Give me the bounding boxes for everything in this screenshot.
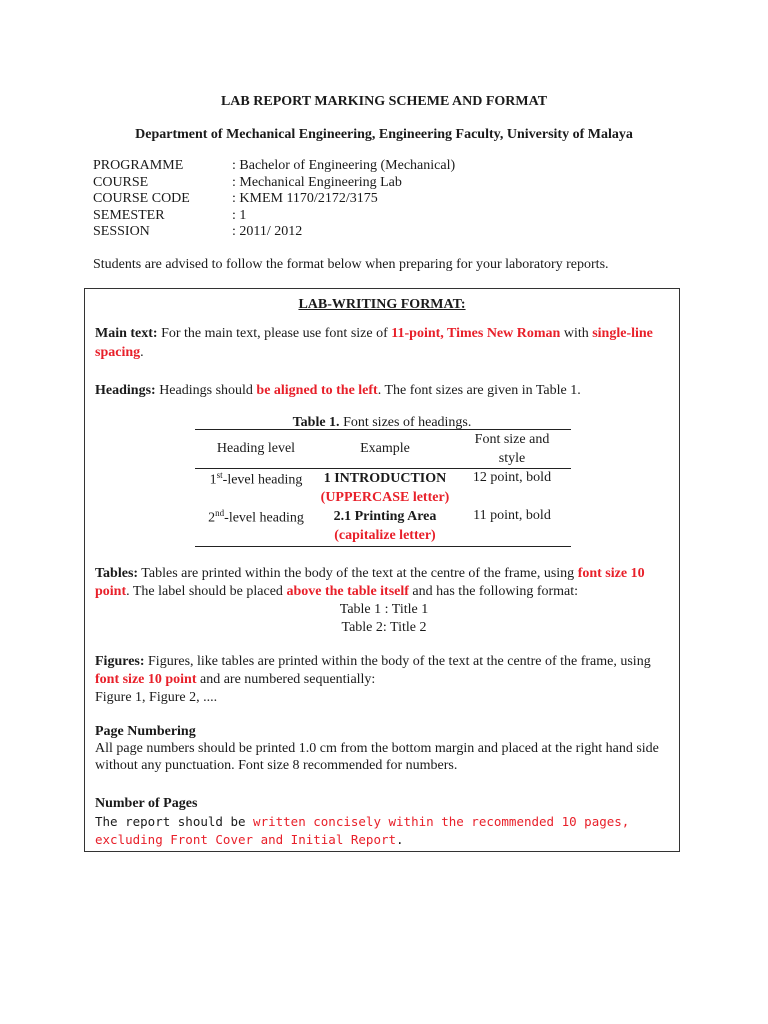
main-text-paragraph — [95, 324, 673, 362]
number-of-pages-exclusion: excluding Front Cover and Initial Report — [95, 832, 397, 847]
info-label: COURSE — [93, 174, 149, 190]
headings-paragraph — [95, 381, 673, 400]
figures-example: Figure 1, Figure 2, .... — [95, 690, 218, 705]
table-cell-level: 1st-level heading — [209, 470, 303, 488]
font-size-table — [195, 429, 571, 547]
info-label: PROGRAMME — [93, 158, 184, 173]
info-value: : Bachelor of Engineering (Mechanical) — [232, 158, 456, 173]
figures-font-spec: font size 10 point — [95, 672, 197, 687]
example-heading: 1 INTRODUCTION — [323, 471, 447, 486]
info-row-programme — [93, 158, 455, 175]
tables-t1: Tables are printed within the body of the text at the centre of the frame, using — [138, 566, 578, 581]
department-heading: Department of Mechanical Engineering, Engineering Faculty, University of Malaya — [135, 127, 633, 142]
info-label: COURSE CODE — [93, 191, 190, 206]
format-frame — [84, 288, 680, 852]
number-of-pages-paragraph — [95, 795, 673, 849]
info-row-course — [93, 175, 455, 192]
headings-label: Headings: — [95, 383, 156, 398]
figures-t2: and are numbered sequentially: — [196, 672, 376, 687]
frame-title: LAB-WRITING FORMAT: — [298, 297, 466, 312]
example-note: (UPPERCASE letter) — [320, 490, 450, 505]
tables-font-spec: font size 10 point — [95, 566, 645, 599]
headings-t2: . The font sizes are given in Table 1. — [377, 383, 581, 398]
number-of-pages-text: The report should be written concisely within the recommended 10 pages, excluding Front Cover and Initial Report. — [95, 814, 630, 847]
main-text-font-spec: 11-point, Times New Roman — [391, 326, 561, 341]
table-caption-text: Font sizes of headings. — [339, 415, 472, 430]
course-info — [93, 158, 455, 241]
main-text-t2: with — [560, 326, 593, 341]
advice-text: Students are advised to follow the format below when preparing for your laboratory reports. — [93, 257, 609, 272]
table-header-cell: Font size and style — [474, 432, 550, 466]
example-heading: 2.1 Printing Area — [333, 509, 437, 524]
table-header-cell: Example — [360, 441, 410, 456]
document-title: LAB REPORT MARKING SCHEME AND FORMAT — [220, 94, 548, 109]
info-value: : 1 — [232, 207, 247, 223]
figures-paragraph — [95, 653, 673, 707]
page-numbering-text: All page numbers should be printed 1.0 cm from the bottom margin and placed at the right hand side without any punctuation. Font size 8 recommended for numbers. — [95, 741, 659, 773]
figures-label: Figures: — [95, 654, 145, 669]
headings-alignment-spec: be aligned to the left — [256, 383, 378, 398]
table-cell-level: 2nd-level heading — [208, 508, 304, 526]
tables-label: Tables: — [95, 566, 139, 581]
page-numbering-label: Page Numbering — [95, 724, 196, 739]
info-label: SESSION — [93, 224, 150, 239]
page-numbering-paragraph — [95, 723, 673, 774]
table-row — [195, 469, 571, 508]
info-row-course-code — [93, 191, 455, 208]
table-caption-number: Table 1. — [292, 415, 340, 430]
table-cell-example — [317, 507, 453, 547]
info-label: SEMESTER — [93, 207, 165, 223]
headings-t1: Headings should — [155, 383, 257, 398]
tables-example-2: Table 2: Title 2 — [341, 620, 427, 635]
main-text-t1: For the main text, please use font size of — [157, 326, 392, 341]
main-text-t3: . — [140, 345, 144, 360]
number-of-pages-label: Number of Pages — [95, 796, 198, 811]
info-value: : Mechanical Engineering Lab — [232, 174, 402, 190]
tables-placement-spec: above the table itself — [286, 584, 409, 599]
main-text-spacing-spec: single-line spacing — [95, 326, 653, 360]
figures-t1: Figures, like tables are printed within the body of the text at the centre of the frame, using — [144, 654, 651, 669]
table-cell-size: 11 point, bold — [473, 508, 551, 523]
table-cell-example — [317, 469, 453, 508]
info-row-session — [93, 224, 455, 241]
table-header-cell: Heading level — [216, 441, 296, 456]
table-cell-size: 12 point, bold — [472, 470, 552, 485]
tables-t2: . The label should be placed — [126, 584, 287, 599]
info-value: : KMEM 1170/2172/3175 — [232, 191, 378, 206]
tables-t3: and has the following format: — [408, 584, 579, 599]
example-note: (capitalize letter) — [334, 528, 436, 543]
main-text-label: Main text: — [95, 326, 158, 341]
info-value: : 2011/ 2012 — [232, 224, 303, 239]
tables-paragraph — [95, 565, 673, 637]
number-of-pages-limit: written concisely within the recommended 10 pages, — [253, 814, 630, 829]
table-row — [195, 507, 571, 547]
tables-example-1: Table 1 : Title 1 — [339, 602, 429, 617]
info-row-semester — [93, 208, 455, 225]
table-header-row — [195, 430, 571, 469]
